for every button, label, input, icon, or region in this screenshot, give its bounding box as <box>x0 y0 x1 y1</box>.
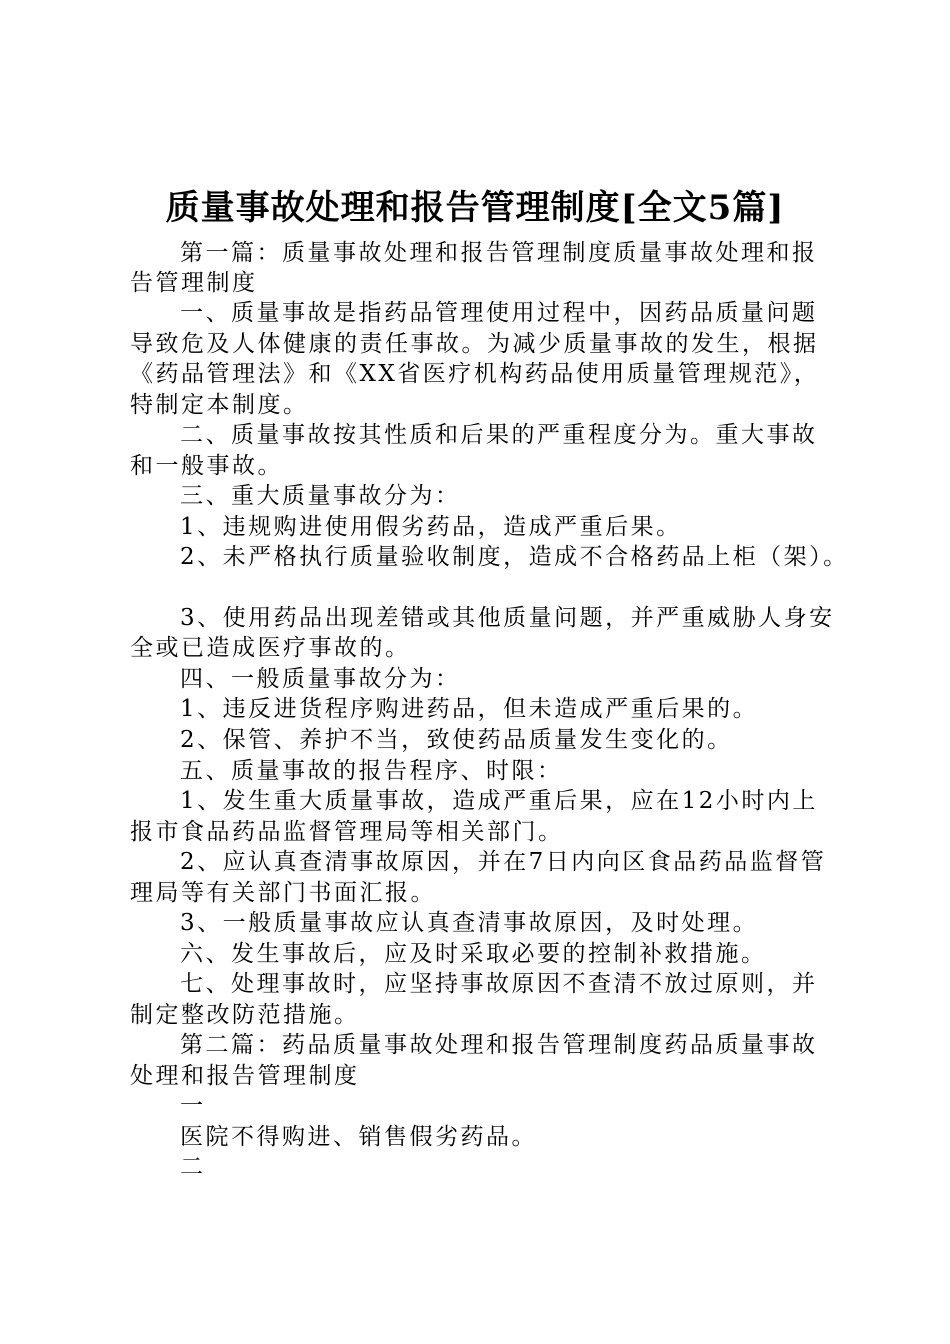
text-line: 制定整改防范措施。 <box>130 1002 360 1028</box>
text-line: 医院不得购进、销售假劣药品。 <box>180 1124 537 1150</box>
text-line: 理局等有关部门书面汇报。 <box>130 880 436 906</box>
text-line: 2、未严格执行质量验收制度，造成不合格药品上柜（架）。 <box>180 544 849 570</box>
text-line: 3、使用药品出现差错或其他质量问题，并严重威胁人身安 <box>180 605 835 631</box>
text-line: 2、应认真查清事故原因，并在7日内向区食品药品监督管 <box>180 849 827 875</box>
text-line: 一 <box>180 1093 206 1119</box>
text-line: 二、质量事故按其性质和后果的严重程度分为。重大事故 <box>180 422 818 448</box>
text-line: 一、质量事故是指药品管理使用过程中，因药品质量问题 <box>180 300 818 326</box>
text-line: 三、重大质量事故分为： <box>180 483 461 509</box>
text-line: 3、一般质量事故应认真查清事故原因，及时处理。 <box>180 910 759 936</box>
text-line: 四、一般质量事故分为： <box>180 666 461 692</box>
text-line: 1、违反进货程序购进药品，但未造成严重后果的。 <box>180 696 759 722</box>
document-title: 质量事故处理和报告管理制度[全文5篇] <box>165 188 785 228</box>
text-line: 《药品管理法》和《XX省医疗机构药品使用质量管理规范》， <box>130 361 820 387</box>
text-line: 全或已造成医疗事故的。 <box>130 635 411 661</box>
text-line: 五、质量事故的报告程序、时限： <box>180 758 563 784</box>
text-line: 2、保管、养护不当，致使药品质量发生变化的。 <box>180 727 733 753</box>
text-line: 和一般事故。 <box>130 453 283 479</box>
text-line: 告管理制度 <box>130 270 258 296</box>
text-line: 二 <box>180 1154 206 1180</box>
text-line: 特制定本制度。 <box>130 392 309 418</box>
text-line: 处理和报告管理制度 <box>130 1063 360 1089</box>
text-line: 1、违规购进使用假劣药品，造成严重后果。 <box>180 514 682 540</box>
text-line: 第一篇：质量事故处理和报告管理制度质量事故处理和报 <box>180 240 818 266</box>
text-line: 七、处理事故时，应坚持事故原因不查清不放过原则，并 <box>180 971 818 997</box>
text-line: 六、发生事故后，应及时采取必要的控制补救措施。 <box>180 941 767 967</box>
text-line: 导致危及人体健康的责任事故。为减少质量事故的发生，根据 <box>130 331 819 357</box>
text-line: 第二篇：药品质量事故处理和报告管理制度药品质量事故 <box>180 1032 818 1058</box>
text-line: 1、发生重大质量事故，造成严重后果，应在12小时内上 <box>180 788 818 814</box>
text-line: 报市食品药品监督管理局等相关部门。 <box>130 819 564 845</box>
